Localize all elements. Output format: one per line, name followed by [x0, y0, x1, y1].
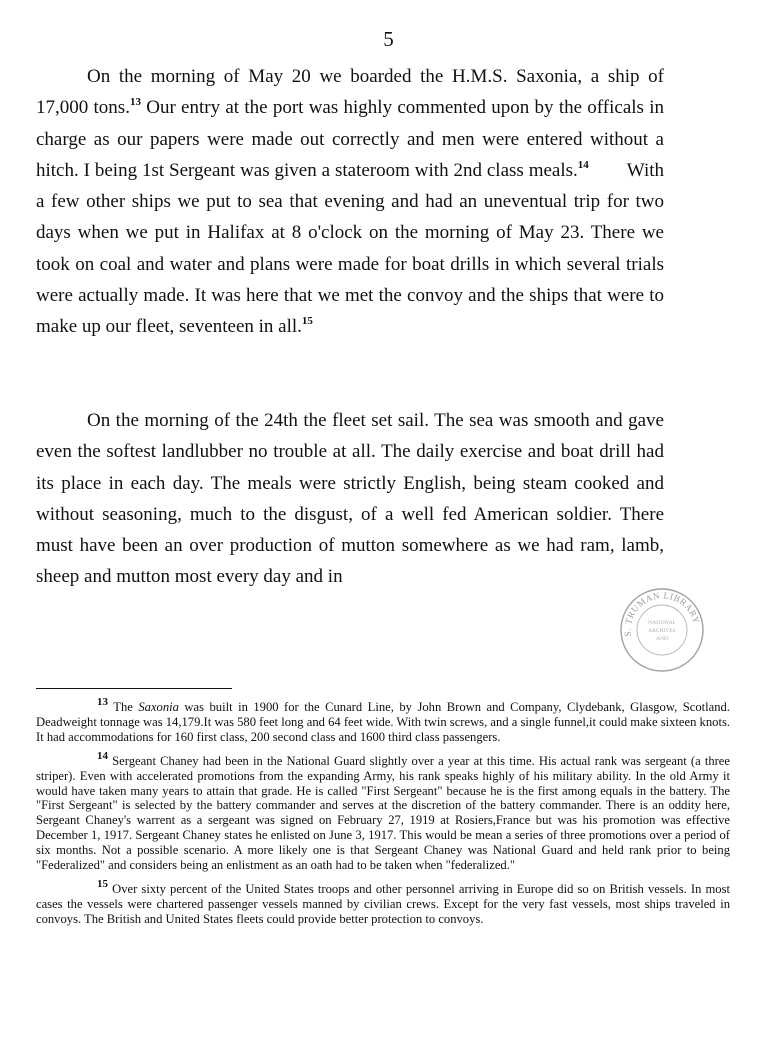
- footnote-ref-14: 14: [577, 158, 589, 171]
- stamp-center-line: AND: [656, 636, 668, 642]
- paragraph-text: On the morning of the 24th the fleet set sail. The sea was smooth and gave even the softest landlubber no trouble at all. The daily exercise and boat drill had its place in each day. The meals were strictly English, being steam cooked and without seasoning, much to the disgust, of a well fed American soldier. There must have been an over production of mutton somewhere as we had ram, lamb, sheep and mutton most every day and in: [36, 410, 664, 588]
- footnotes-section: [36, 696, 730, 936]
- footnote-text: Over sixty percent of the United States troops and other personnel arriving in Europe did so on British vessels. In most cases the vessels were chartered passenger vessels manned by civilian crews. Except for the very fast vessels, most ships traveled in convoys. The British and United States fleets could provide better protection to convoys.: [36, 881, 730, 926]
- footnote-14: [36, 749, 730, 873]
- footnote-13: [36, 696, 730, 745]
- footnote-text: The: [108, 700, 139, 714]
- footnote-ref-13: 13: [129, 96, 141, 109]
- footnote-marker: 13: [97, 696, 108, 708]
- footnote-marker: 15: [97, 877, 108, 890]
- footnote-text: Sergeant Chaney had been in the National Guard slightly over a year at this time. His actual rank was sergeant (a three striper). Even with accelerated promotions from the expanding Army, his rank speaks highly of his military ability. In the old Army it would have taken many years to attain that grade. He is called "First Sergeant" because he is the first among equals in the battery. The "First Sergeant" is selected by the battery commander and serves at the discretion of the battery commander. There is an oddity here, Sergeant Chaney's warrent as a sergeant was signed on February 27, 1919 at Rosiers,France but was his promotion was effective December 1, 1917. Sergeant Chaney states he enlisted on June 3, 1917. This would be mean a series of three promotions over a period of six months. Not a possible scenario. A more likely one is that Sergeant Chaney was National Guard and held rank prior to being "Federalized" and considers being an enlistment as an oath had to be taken when "federalized.": [36, 753, 730, 873]
- footnote-marker: 14: [97, 749, 108, 762]
- paragraph-segment: On the morning of May 20 we boarded the H.M.S. Saxonia, a ship of 17,000 tons.: [36, 66, 664, 119]
- body-paragraph-1: [36, 61, 664, 343]
- library-stamp-icon: [618, 586, 706, 674]
- ship-name: Saxonia: [138, 700, 179, 714]
- page-number: 5: [383, 27, 394, 51]
- footnote-ref-15: 15: [301, 315, 313, 328]
- footnote-text: was built in 1900 for the Cunard Line, by John Brown and Company, Clydebank, Glasgow, Scotland. Deadweight tonnage was 14,179.It was 580 feet long and 64 feet wide. With twin screws, and a single funnel,it could make sixteen knots. It had accommodations for 160 first class, 200 second class and 1600 third class passengers.: [36, 700, 730, 744]
- paragraph-segment: With a few other ships we put to sea that evening and had an uneventual trip for two days when we put in Halifax at 8 o'clock on the morning of May 23. There we took on coal and water and plans were made for boat drills in which several trials were actually made. It was here that we met the convoy and the ships that were to make up our fleet, seventeen in all.: [36, 159, 664, 338]
- footnote-15: [36, 877, 730, 927]
- paragraph-segment: Our entry at the port was highly commented upon by the officals in charge as our papers were made out correctly and men were entered without a hitch. I being 1st Sergeant was given a stateroom with 2nd class meals.: [36, 97, 664, 181]
- body-paragraph-2: [36, 405, 664, 593]
- paragraph-text: [36, 61, 664, 343]
- stamp-arc-text: S. TRUMAN LIBRARY: [622, 590, 702, 637]
- stamp-center-line: NATIONAL: [648, 620, 676, 626]
- stamp-center-line: ARCHIVES: [648, 628, 676, 634]
- footnote-divider: [36, 688, 232, 689]
